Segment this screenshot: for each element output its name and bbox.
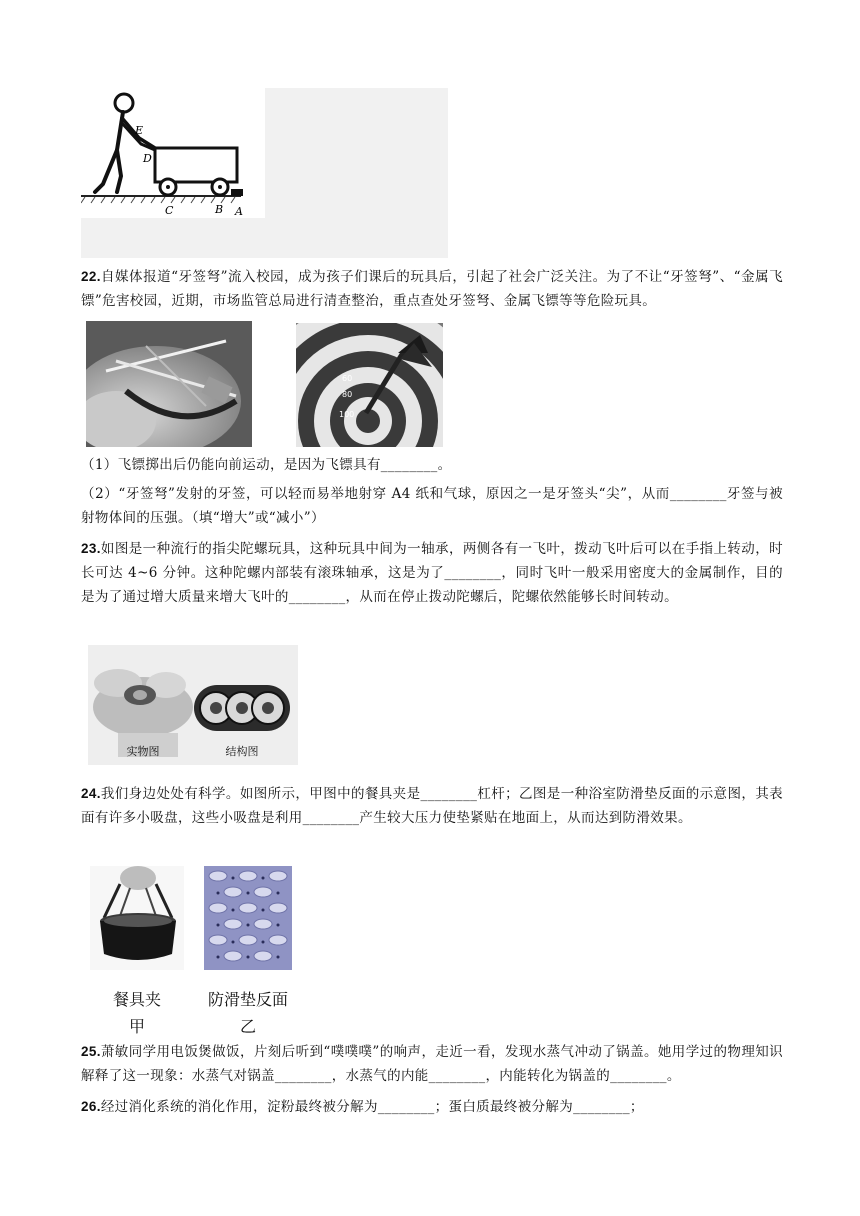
question-text: 如图是一种流行的指尖陀螺玩具，这种玩具中间为一轴承，两侧各有一飞叶，拨动飞叶后可以在手指上转动，时长可达 4~6 分钟。这种陀螺内部装有滚珠轴承，这是为了________，同时飞叶一般采用密度大的金属制作，目的是为了通过增大质量来增大飞叶的________，从而在停止拨动陀螺后，陀螺依然能够长时间转动。 bbox=[81, 541, 783, 605]
toothpick-crossbow-photo bbox=[86, 321, 252, 447]
blank-gray-panel bbox=[265, 88, 448, 258]
score-80: 80 bbox=[342, 390, 353, 399]
question-23-stem bbox=[81, 537, 783, 609]
cart-figure bbox=[81, 88, 265, 258]
question-text: 经过消化系统的消化作用，淀粉最终被分解为________；蛋白质最终被分解为________； bbox=[100, 1099, 644, 1115]
tongs-photo bbox=[90, 866, 184, 970]
anti-slip-mat-photo bbox=[204, 866, 292, 970]
cart-diagram bbox=[81, 88, 265, 258]
score-100: 100 bbox=[339, 410, 355, 419]
question-22-sub2: （2）“牙签弩”发射的牙签，可以轻而易举地射穿 A4 纸和气球，原因之一是牙签头“尖”，从而________牙签与被射物体间的压强。（填“增大”或“减小”） bbox=[81, 486, 783, 526]
question-22-sub1: （1）飞镖掷出后仍能向前运动，是因为飞镖具有________。 bbox=[81, 457, 452, 473]
question-number: 23. bbox=[81, 541, 101, 556]
label-D: D bbox=[143, 152, 152, 165]
question-number: 24. bbox=[81, 786, 101, 801]
fidget-spinner-photo bbox=[88, 645, 298, 765]
label-E: E bbox=[135, 124, 144, 137]
caption-jia: 甲 bbox=[128, 1017, 145, 1036]
question-25-stem bbox=[81, 1040, 783, 1088]
question-number: 26. bbox=[81, 1099, 101, 1114]
question-text: 自媒体报道“牙签弩”流入校园，成为孩子们课后的玩具后，引起了社会广泛关注。为了不让“牙签弩”、“金属飞镖”危害校园，近期，市场监管总局进行清查整治，重点查处牙签弩、金属飞镖等等危险玩具。 bbox=[81, 269, 783, 309]
caption-structure: 结构图 bbox=[225, 745, 259, 758]
caption-real-photo: 实物图 bbox=[126, 745, 160, 758]
question-26-stem bbox=[81, 1095, 783, 1119]
question-text: 我们身边处处有科学。如图所示，甲图中的餐具夹是________杠杆；乙图是一种浴室防滑垫反面的示意图，其表面有许多小吸盘，这些小吸盘是利用________产生较大压力使垫紧贴在地面上，从而达到防滑效果。 bbox=[81, 786, 783, 826]
dart-board-photo bbox=[296, 323, 443, 447]
question-text: 萧敏同学用电饭煲做饭，片刻后听到“噗噗噗”的响声，走近一看，发现水蒸气冲动了锅盖。她用学过的物理知识解释了这一现象：水蒸气对锅盖________，水蒸气的内能________，内能转化为锅盖的________。 bbox=[81, 1044, 783, 1084]
question-number: 22. bbox=[81, 269, 101, 284]
score-60: 60 bbox=[342, 374, 353, 383]
question-number: 25. bbox=[81, 1044, 101, 1059]
question-24-stem bbox=[81, 782, 783, 830]
label-B: B bbox=[215, 203, 224, 216]
label-A: A bbox=[235, 205, 243, 218]
label-C: C bbox=[165, 204, 174, 217]
caption-tongs: 餐具夹 bbox=[112, 990, 161, 1009]
caption-yi: 乙 bbox=[239, 1017, 256, 1036]
caption-anti-slip-mat: 防滑垫反面 bbox=[207, 990, 288, 1009]
question-22-stem bbox=[81, 265, 783, 313]
